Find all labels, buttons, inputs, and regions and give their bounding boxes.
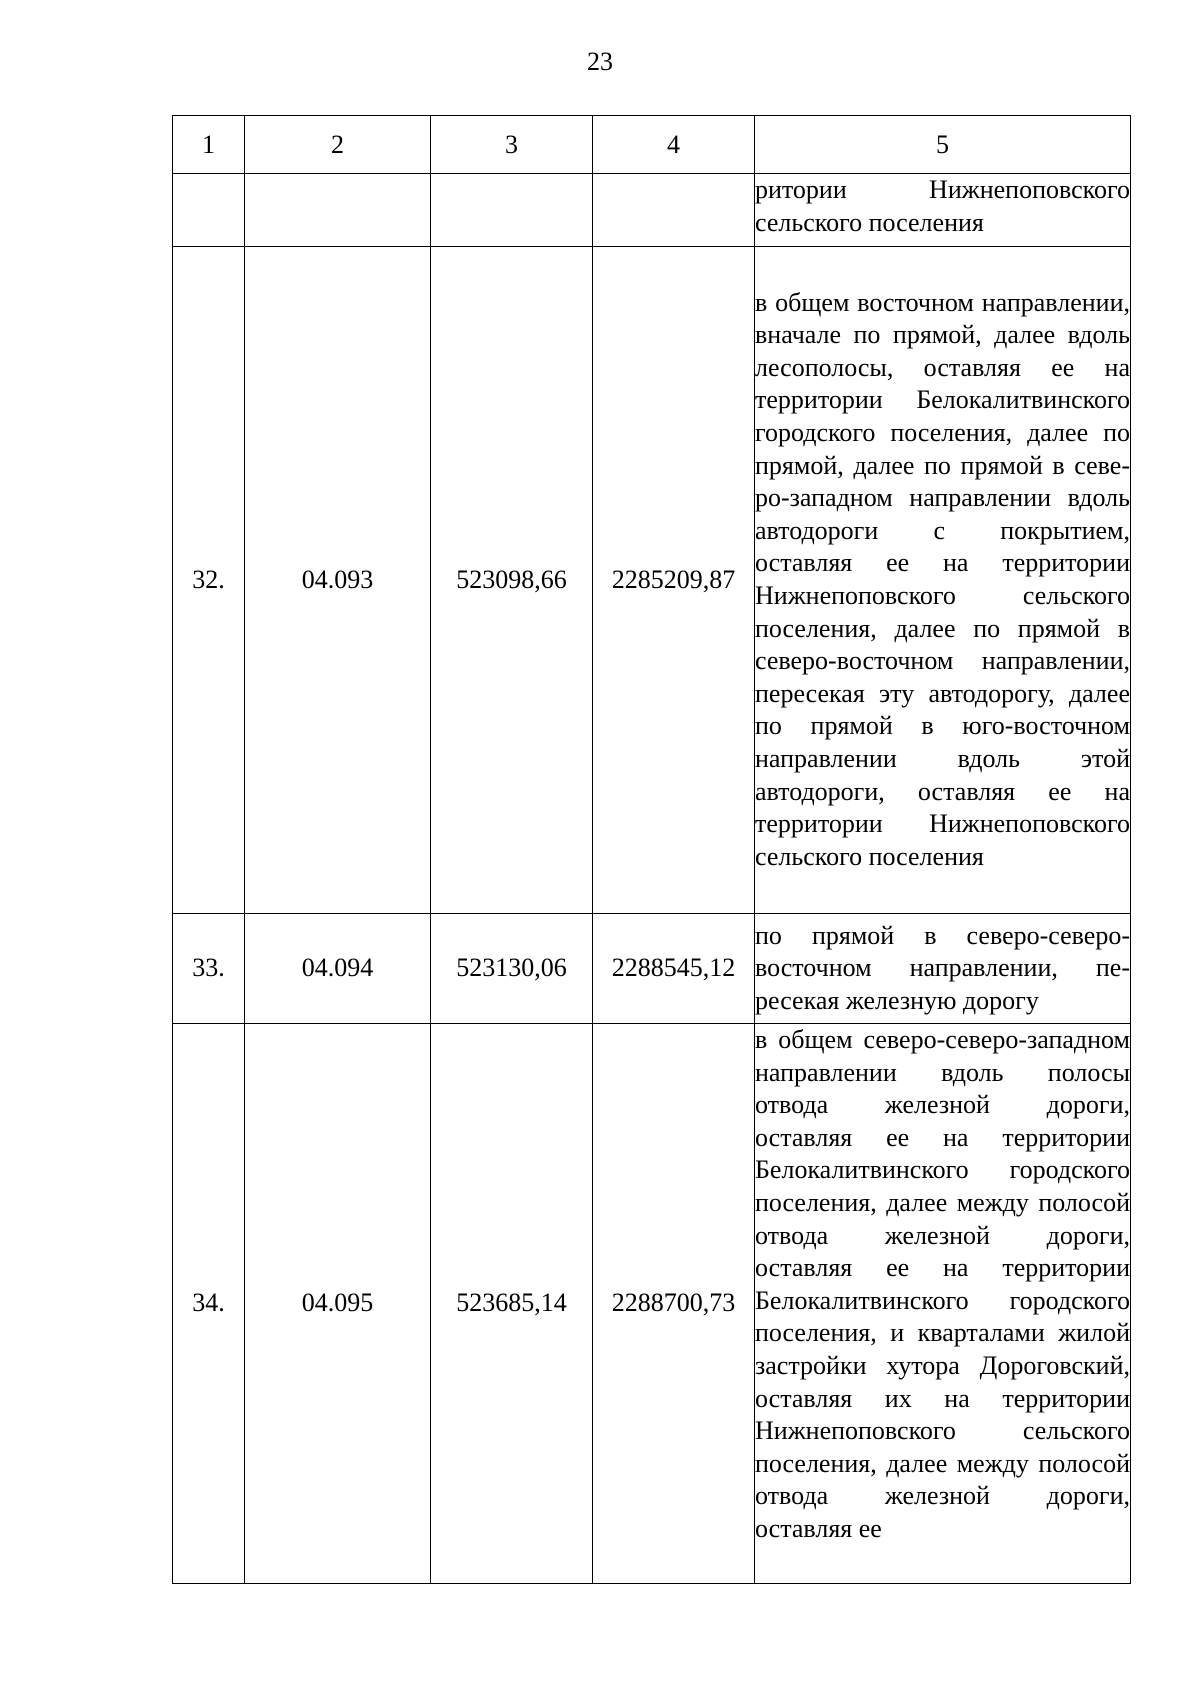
- column-header-5: 5: [755, 116, 1131, 174]
- row-number: 32.: [173, 247, 245, 914]
- column-header-2: 2: [245, 116, 431, 174]
- column-header-3: 3: [431, 116, 593, 174]
- boundary-description: в общем восточном направлении, вначале по прямой, далее вдоль лесополосы, оставляя ее на территории Белокалитвинского городского поселения, далее по прямой, далее по прямой в северо-западном направлении вдоль автодороги с покрытием, оставляя ее на территории Нижнепоповского сельского поселения, далее по прямой в северо-восточном направлении, пересекая эту автодорогу, далее по прямой в юго-восточном направлении вдоль этой автодороги, оставляя ее на территории Нижнепоповского сельского поселения: [755, 247, 1131, 914]
- table-row: [173, 1024, 1131, 1584]
- boundary-description: в общем северо-северо-западном направлении вдоль полосы отвода железной дороги, оставляя ее на территории Белокалитвинского городского поселения, далее между полосой отвода железной дороги, оставляя ее на территории Белокалитвинского городского поселения, и кварталами жилой застройки хутора Дороговский, оставляя их на территории Нижнепоповского сельского поселения, далее между полосой отвода железной дороги, оставляя ее: [755, 1024, 1131, 1584]
- continuation-row: [173, 174, 1131, 247]
- x-coordinate: 523130,06: [431, 914, 593, 1024]
- empty-cell: [173, 174, 245, 247]
- point-code: 04.094: [245, 914, 431, 1024]
- point-code: 04.095: [245, 1024, 431, 1584]
- y-coordinate: 2285209,87: [593, 247, 755, 914]
- point-code: 04.093: [245, 247, 431, 914]
- continuation-description: ритории Нижнепоповского сельского поселения: [755, 174, 1131, 247]
- table-row: [173, 247, 1131, 914]
- row-number: 34.: [173, 1024, 245, 1584]
- column-number-header-row: [173, 116, 1131, 174]
- empty-cell: [245, 174, 431, 247]
- row-number: 33.: [173, 914, 245, 1024]
- x-coordinate: 523098,66: [431, 247, 593, 914]
- table-row: [173, 914, 1131, 1024]
- boundary-points-table: [172, 115, 1131, 1584]
- page-number: 23: [587, 47, 613, 76]
- empty-cell: [593, 174, 755, 247]
- y-coordinate: 2288545,12: [593, 914, 755, 1024]
- boundary-description: по прямой в северо-северо-восточном направлении, пересекая железную дорогу: [755, 914, 1131, 1024]
- y-coordinate: 2288700,73: [593, 1024, 755, 1584]
- column-header-1: 1: [173, 116, 245, 174]
- x-coordinate: 523685,14: [431, 1024, 593, 1584]
- empty-cell: [431, 174, 593, 247]
- column-header-4: 4: [593, 116, 755, 174]
